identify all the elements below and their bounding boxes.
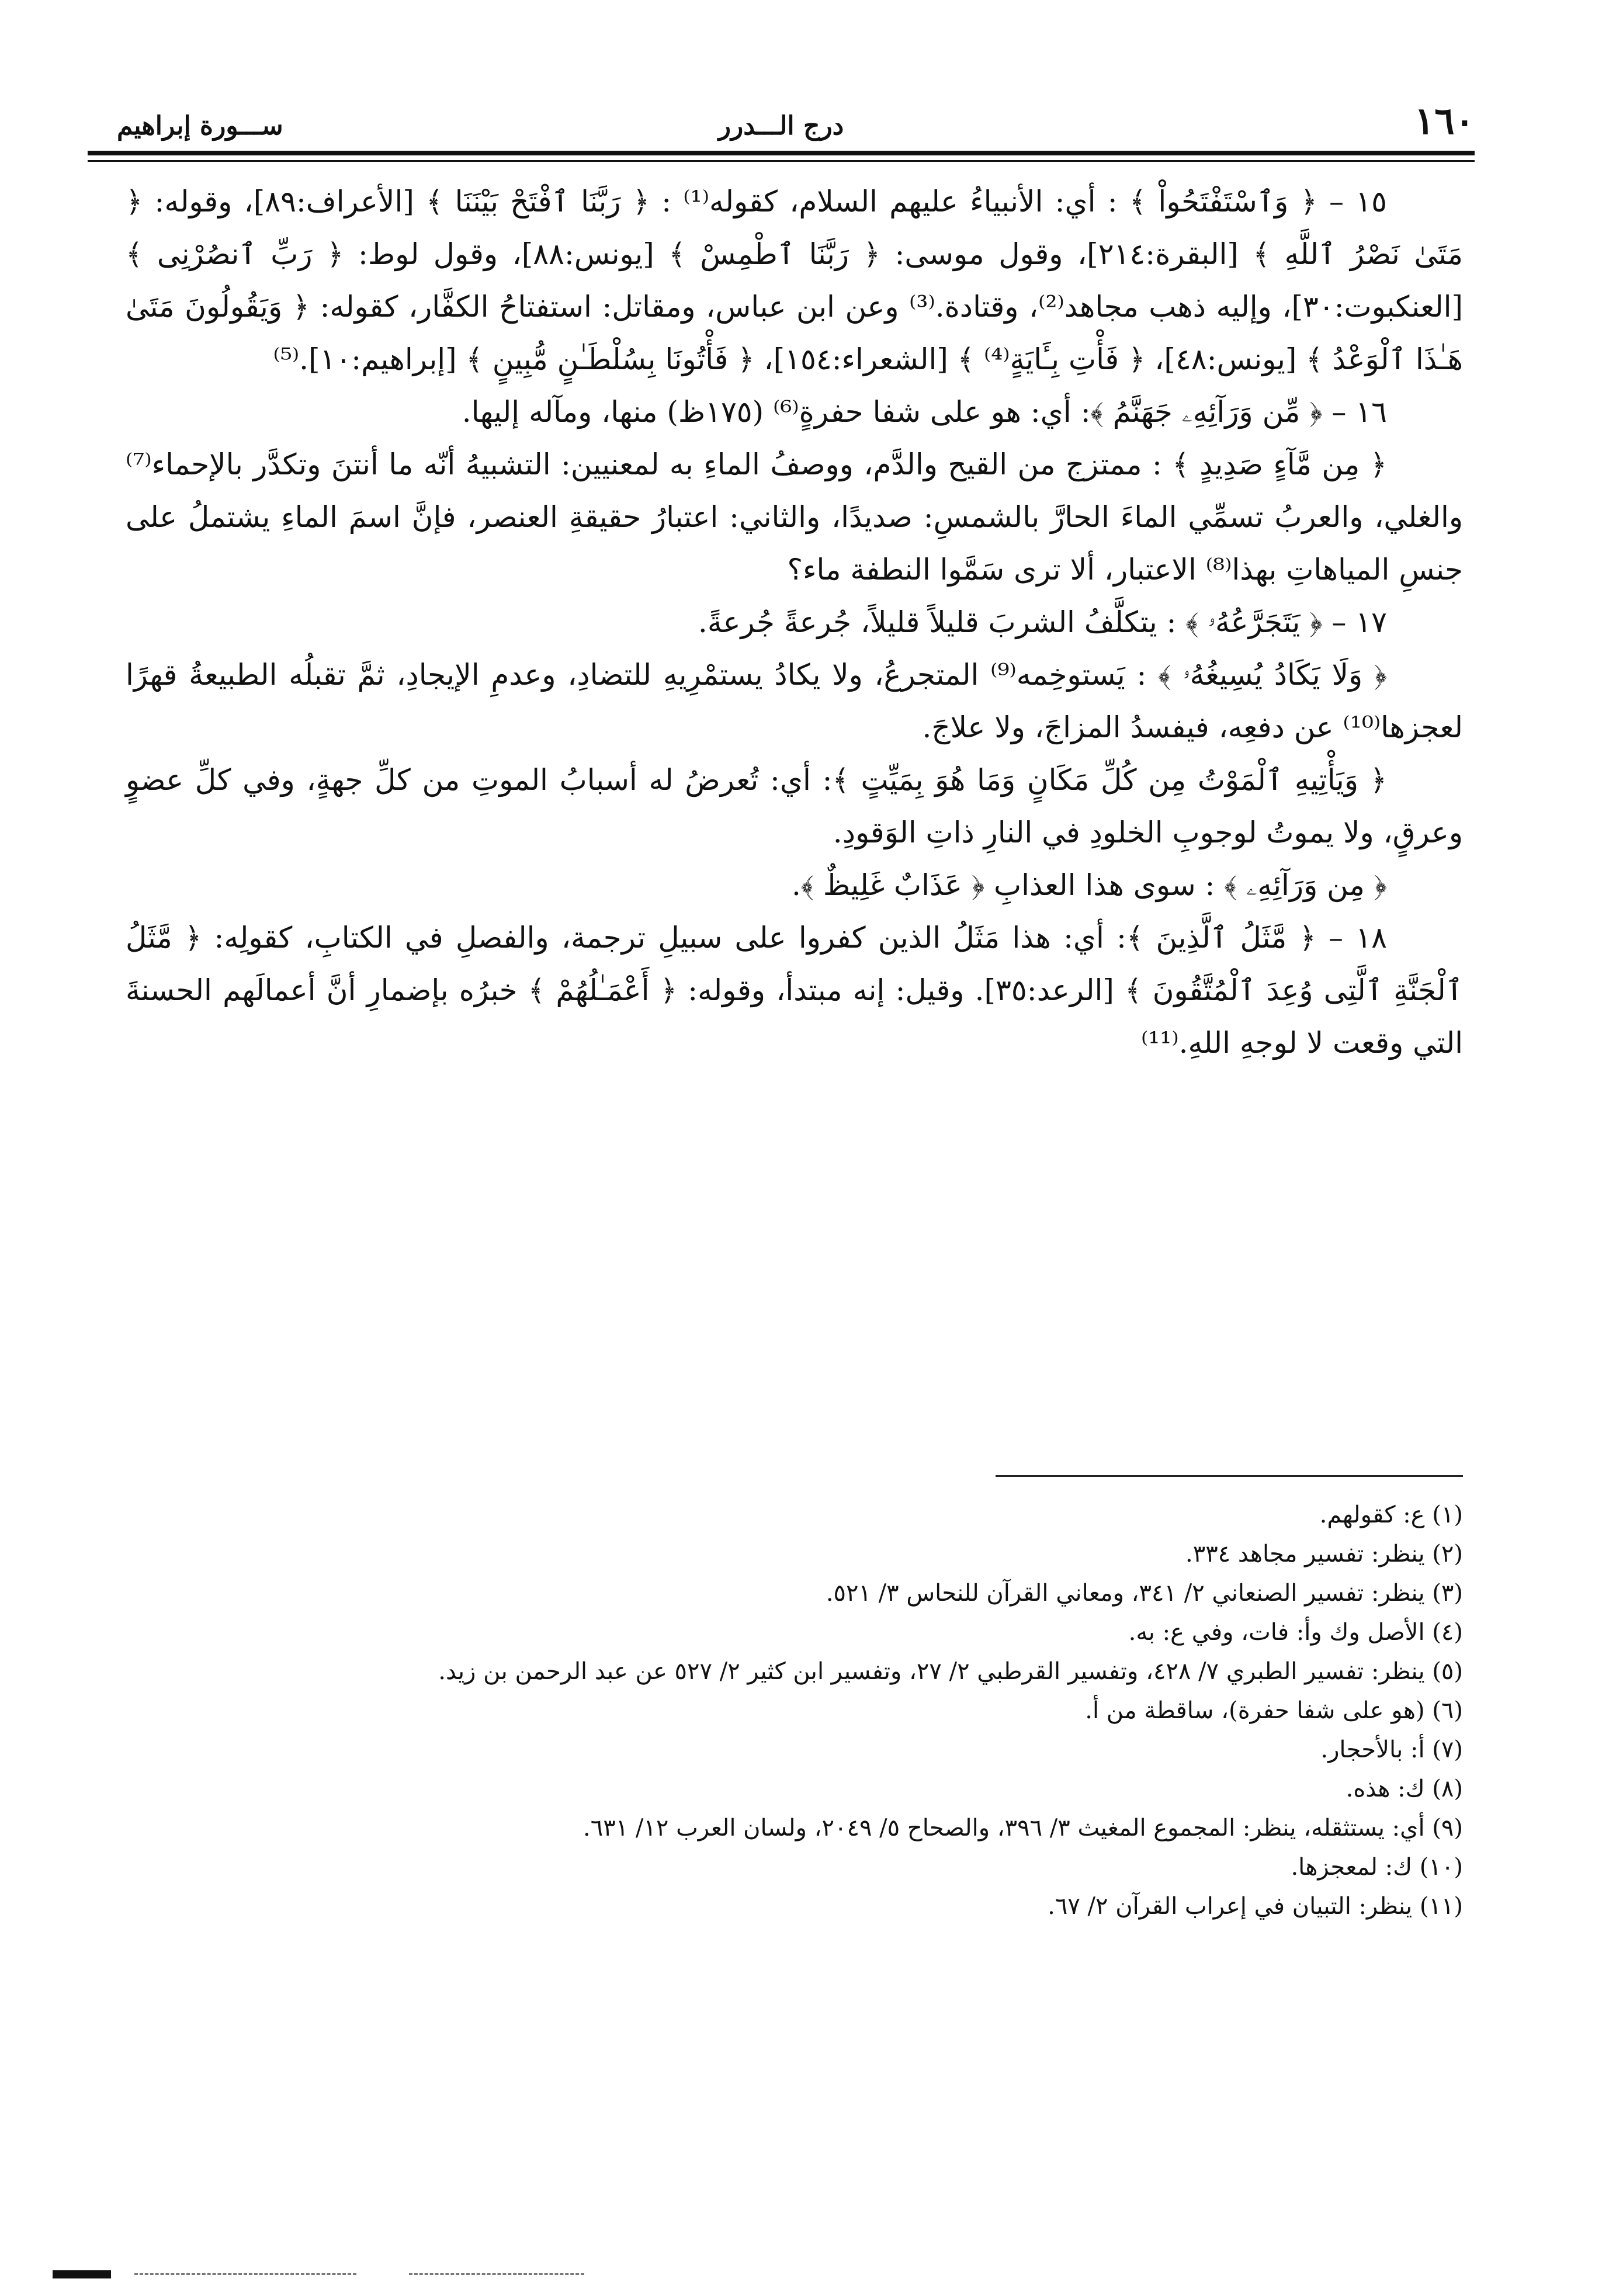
surah-title: ســـورة إبراهيم [117, 111, 283, 141]
footnote-4: (٤) الأصل وك وأ: فات، وفي ع: به. [1128, 1619, 1463, 1646]
footnote-1: (١) ع: كقولهم. [1319, 1501, 1463, 1528]
footnote-10: (١٠) ك: لمعجزها. [1291, 1854, 1463, 1881]
paragraph-mawt: ﴿ وَيَأْتِيهِ ٱلْمَوْتُ مِن كُلِّ مَكَانٍ وَمَا هُوَ بِمَيِّتٍ ﴾: أي: تُعرضُ له أسبابُ الموتِ من كلِّ جهةٍ، وفي كلِّ عضوٍ وعرقٍ، ولا يموتُ لوجوبِ الخلودِ في النارِ ذاتِ الوَقودِ. [126, 763, 1463, 849]
footnote-6: (٦) (هو على شفا حفرة)، ساقطة من أ. [1085, 1697, 1463, 1724]
footnote-separator [996, 1475, 1463, 1477]
paragraph-verse-16: ١٦ – ﴿ مِّن وَرَآئِهِۦ جَهَنَّمُ ﴾: أي: هو على شفا حفرةٍ⁽⁶⁾ (١٧٥ظ) منها، ومآله إليها. [462, 395, 1387, 429]
paragraph-sadid: ﴿ مِن مَّآءٍ صَدِيدٍ ﴾ : ممتزج من القيح والدَّم، ووصفُ الماءِ به لمعنيين: التشبيهُ أنّه ما أنتنَ وتكدَّر بالإحماء⁽⁷⁾ والغلي، والعربُ تسمِّي الماءَ الحارَّ بالشمسِ: صديدًا، والثاني: اعتبارُ حقيقةِ العنصر، فإنَّ اسمَ الماءِ يشتملُ على جنسِ المياهاتِ بهذا⁽⁸⁾ الاعتبار، ألا ترى سَمَّوا النطفة ماء؟ [126, 448, 1463, 587]
page-number: ١٦٠ [1414, 99, 1475, 143]
paragraph-verse-15: ١٥ – ﴿ وَٱسْتَفْتَحُواْ ﴾ : أي: الأنبياءُ عليهم السلام، كقوله⁽¹⁾ : ﴿ رَبَّنَا ٱفْتَحْ بَيْنَنَا ﴾ [الأعراف:٨٩]، وقوله: ﴿ مَتَىٰ نَصْرُ ٱللَّهِ ﴾ [البقرة:٢١٤]، وقول موسى: ﴿ رَبَّنَا ٱطْمِسْ ﴾ [يونس:٨٨]، وقول لوط: ﴿ رَبِّ ٱنصُرْنِى ﴾ [العنكبوت:٣٠]، وإليه ذهب مجاهد⁽²⁾، وقتادة.⁽³⁾ وعن ابن عباس، ومقاتل: استفتاحُ الكفَّار، كقوله: ﴿ وَيَقُولُونَ مَتَىٰ هَـٰذَا ٱلْوَعْدُ ﴾ [يونس:٤٨]، ﴿ فَأْتِ بِـَٔايَةٍ⁽⁴⁾ ﴾ [الشعراء:١٥٤]، ﴿ فَأْتُونَا بِسُلْطَـٰنٍ مُّبِينٍ ﴾ [إبراهيم:١٠].⁽⁵⁾ [126, 185, 1463, 376]
footnotes [126, 1496, 1463, 1926]
page-header [88, 88, 1475, 152]
footnote-8: (٨) ك: هذه. [1346, 1775, 1463, 1802]
paragraph-adhab: ﴿ مِن وَرَآئِهِۦ ﴾ : سوى هذا العذابِ ﴿ عَذَابٌ غَلِيظٌ ﴾. [791, 868, 1387, 902]
header-rule-thin [88, 160, 1475, 162]
main-text [126, 175, 1463, 1069]
paragraph-verse-18: ١٨ – ﴿ مَّثَلُ ٱلَّذِينَ ﴾: أي: هذا مَثَلُ الذين كفروا على سبيلِ ترجمة، والفصلِ في الكتابِ، كقولِه: ﴿ مَّثَلُ ٱلْجَنَّةِ ٱلَّتِى وُعِدَ ٱلْمُتَّقُونَ ﴾ [الرعد:٣٥]. وقيل: إنه مبتدأ، وقوله: ﴿ أَعْمَـٰلُهُمْ ﴾ خبرُه بإضمارِ أنَّ أعمالَهم الحسنةَ التي وقعت لا لوجهِ اللهِ.⁽¹¹⁾ [126, 921, 1463, 1060]
footnote-9: (٩) أي: يستثقله، ينظر: المجموع المغيث ٣/ ٣٩٦، والصحاح ٥/ ٢٠٤٩، ولسان العرب ١٢/ ٦٣١. [583, 1815, 1463, 1841]
book-title: درج الـــدرر [718, 111, 844, 141]
paragraph-verse-17: ١٧ – ﴿ يَتَجَرَّعُهُۥ ﴾ : يتكلَّفُ الشربَ قليلاً قليلاً، جُرعةً جُرعةً. [698, 605, 1387, 639]
scan-edge-mark [53, 2270, 111, 2278]
footnote-7: (٧) أ: بالأحجار. [1320, 1736, 1463, 1763]
paragraph-yusighuhu: ﴿ وَلَا يَكَادُ يُسِيغُهُۥ ﴾ : يَستوخِمه⁽⁹⁾ المتجرعُ، ولا يكادُ يستمْرِيهِ للتضادِ، وعدمِ الإيجادِ، ثمَّ تقبلُه الطبيعةُ قهرًا لعجزها⁽¹⁰⁾ عن دفعِه، فيفسدُ المزاجَ، ولا علاجَ. [126, 658, 1463, 744]
scan-dotted-line [409, 2273, 584, 2275]
footnote-5: (٥) ينظر: تفسير الطبري ٧/ ٤٢٨، وتفسير القرطبي ٢/ ٢٧، وتفسير ابن كثير ٢/ ٥٢٧ عن عبد الرحمن بن زيد. [438, 1658, 1463, 1685]
header-rule-thick [88, 151, 1475, 155]
footnote-3: (٣) ينظر: تفسير الصنعاني ٢/ ٣٤١، ومعاني القرآن للنحاس ٣/ ٥٢١. [826, 1580, 1463, 1607]
scan-dotted-line [134, 2273, 356, 2275]
footnote-2: (٢) ينظر: تفسير مجاهد ٣٣٤. [1185, 1541, 1463, 1567]
footnote-11: (١١) ينظر: التبيان في إعراب القرآن ٢/ ٦٧. [1048, 1893, 1463, 1920]
